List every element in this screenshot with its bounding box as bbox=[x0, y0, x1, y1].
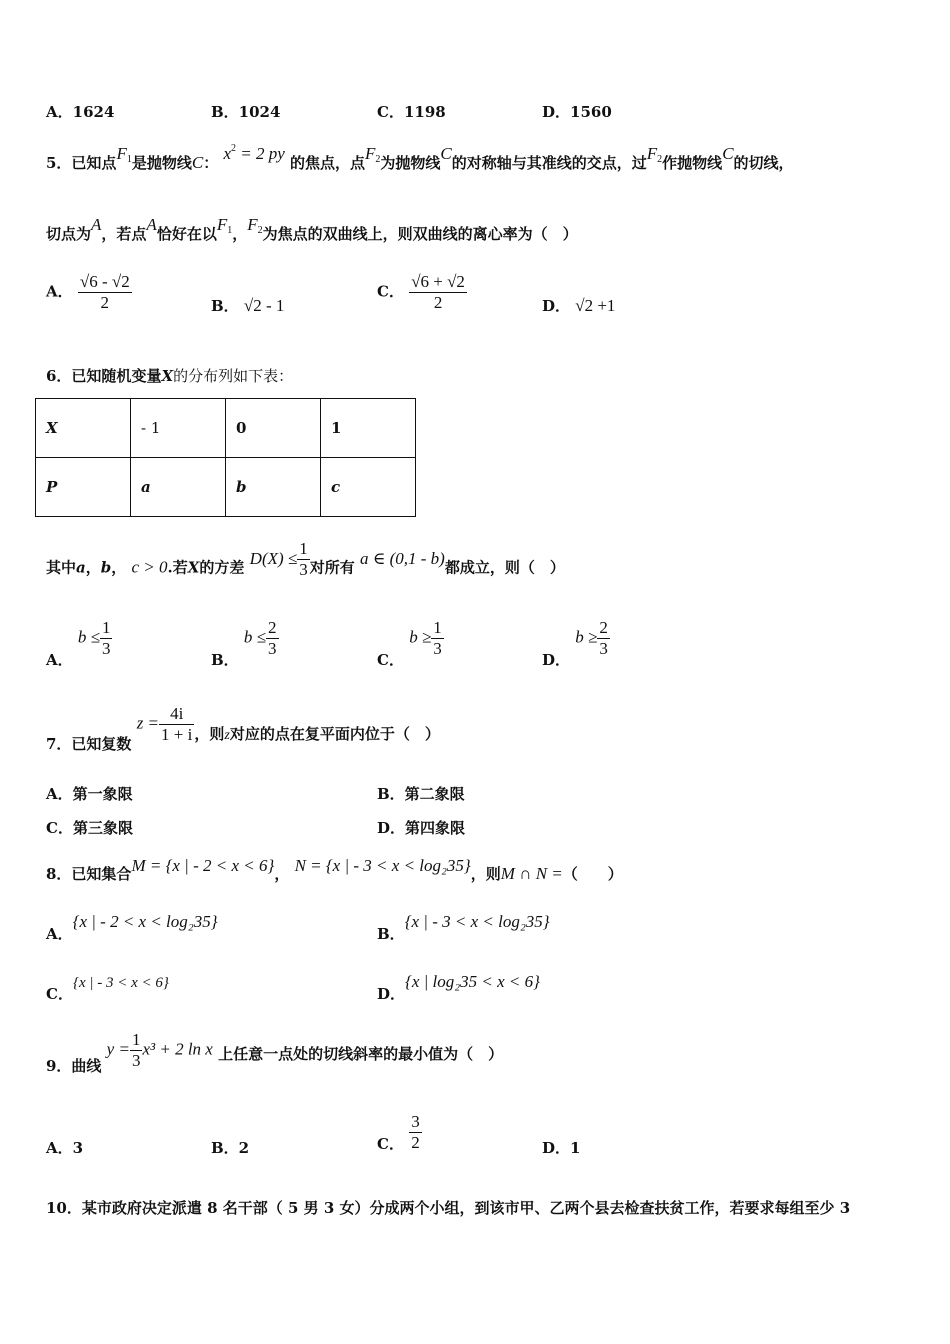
math-a: a bbox=[76, 558, 86, 577]
q10-stem: 10．某市政府决定派遣 8 名干部（ 5 男 3 女）分成两个小组，到该市甲、乙两个县去检查扶贫工作，若要求每组至少 3 bbox=[46, 1199, 851, 1217]
q5-option-d[interactable] bbox=[542, 296, 615, 316]
frac-den: 1 + i bbox=[161, 725, 193, 744]
option-math: b ≤ bbox=[243, 627, 267, 647]
math-c: C bbox=[722, 144, 734, 163]
frac-den: 2 bbox=[100, 293, 110, 312]
q5-text: 为焦点的双曲线上，则双曲线的离心率为（ ） bbox=[262, 225, 578, 243]
math-b: b bbox=[100, 558, 112, 577]
option-math: {x | - 3 < x < log₂35} bbox=[404, 912, 550, 931]
frac-num: 2 bbox=[268, 618, 277, 637]
q6-text: 6．已知随机变量 bbox=[46, 367, 162, 385]
q5-text: 恰好在以 bbox=[156, 225, 217, 243]
q8-text: ，则 bbox=[470, 865, 501, 883]
table-cell: P bbox=[36, 458, 131, 517]
option-label: C． bbox=[46, 985, 73, 1003]
z-fraction bbox=[159, 704, 194, 745]
option-math: b ≤ bbox=[77, 627, 100, 647]
option-label: A． bbox=[46, 282, 73, 301]
q4-option-b[interactable]: B．1024 bbox=[211, 103, 281, 121]
q6-condition bbox=[46, 539, 565, 589]
math-f2: $F_2$ bbox=[365, 144, 381, 165]
frac-num: 2 bbox=[599, 618, 608, 637]
table-cell: b bbox=[226, 458, 321, 517]
math-f2: $F_2$ bbox=[247, 215, 263, 236]
math-f1: $F_1$ bbox=[116, 144, 132, 165]
math-parabola: $x^2 = 2$ py bbox=[223, 143, 285, 163]
option-label: B． bbox=[211, 297, 239, 315]
q8-option-c[interactable] bbox=[46, 972, 169, 1003]
table-cell: 0 bbox=[226, 399, 321, 458]
q4-option-d[interactable]: D．1560 bbox=[542, 103, 612, 121]
q5-stem-line2 bbox=[46, 215, 578, 250]
option-label: B． bbox=[377, 925, 405, 943]
q7-option-c[interactable]: C．第三象限 bbox=[46, 819, 133, 837]
math-f2: $F_2$ bbox=[646, 144, 663, 165]
q5-text: 的切线， bbox=[733, 154, 794, 172]
q7-text: ，则 bbox=[194, 724, 225, 743]
curve-fraction bbox=[130, 1030, 143, 1071]
frac-num: 1 bbox=[433, 618, 442, 637]
math-x: X bbox=[161, 367, 174, 385]
q6-option-c[interactable] bbox=[377, 618, 444, 669]
option-label: C． bbox=[377, 1134, 404, 1153]
option-label: D． bbox=[377, 985, 406, 1003]
q8-text: 8．已知集合 bbox=[46, 865, 132, 883]
q7-option-b[interactable]: B．第二象限 bbox=[377, 785, 465, 803]
q4-option-c[interactable]: C．1198 bbox=[377, 103, 446, 121]
q9-option-c[interactable] bbox=[377, 1112, 422, 1153]
math-variance: D(X) ≤ bbox=[249, 548, 298, 568]
q7-text: 对应的点在复平面内位于（ ） bbox=[229, 724, 440, 743]
q9-option-d[interactable]: D．1 bbox=[542, 1139, 581, 1157]
option-fraction bbox=[409, 272, 467, 313]
q5-option-a[interactable] bbox=[46, 272, 132, 313]
option-fraction bbox=[431, 618, 444, 659]
q6-text: 都成立，则（ ） bbox=[444, 558, 565, 577]
q5-text: 切点为 bbox=[46, 225, 92, 243]
math-z: z bbox=[224, 727, 230, 743]
option-label: B． bbox=[211, 650, 239, 669]
table-cell: c bbox=[321, 458, 416, 517]
q5-text: 的对称轴与其准线的交点，过 bbox=[451, 154, 647, 172]
q6-option-a[interactable] bbox=[46, 618, 112, 669]
q5-text: 是抛物线 bbox=[131, 154, 192, 172]
option-math: √2 +1 bbox=[575, 296, 616, 315]
q5-text: 作抛物线 bbox=[662, 154, 723, 172]
math-y: y = bbox=[106, 1039, 130, 1059]
q9-option-b[interactable]: B．2 bbox=[211, 1139, 250, 1157]
option-math: b ≥ bbox=[409, 627, 432, 647]
q6-text: .若 bbox=[167, 558, 188, 577]
table-cell: - 1 bbox=[131, 399, 226, 458]
q9-option-a[interactable]: A．3 bbox=[46, 1139, 84, 1157]
math-intersection: M ∩ N = bbox=[500, 864, 563, 883]
option-label: D． bbox=[542, 297, 571, 315]
q5-option-b[interactable] bbox=[211, 296, 284, 316]
q8-option-b[interactable] bbox=[377, 912, 550, 943]
math-c: C bbox=[191, 153, 204, 172]
option-label: A． bbox=[46, 650, 73, 669]
q5-text: ， bbox=[232, 225, 248, 243]
option-math: √2 - 1 bbox=[243, 296, 285, 315]
table-cell: 1 bbox=[321, 399, 416, 458]
q5-text: 为抛物线 bbox=[380, 154, 441, 172]
q9-stem bbox=[46, 1030, 504, 1075]
math-f1: $F_1$ bbox=[216, 215, 233, 236]
q5-text: 的焦点，点 bbox=[290, 154, 366, 172]
q6-option-b[interactable] bbox=[211, 618, 279, 669]
frac-den: 2 bbox=[433, 293, 443, 312]
frac-num: √6 - √2 bbox=[79, 272, 130, 291]
math-x: X bbox=[187, 558, 200, 577]
frac-num: 3 bbox=[411, 1112, 420, 1131]
option-fraction bbox=[100, 618, 113, 659]
q6-stem bbox=[46, 366, 293, 386]
frac-den: 2 bbox=[411, 1133, 420, 1152]
option-label: C． bbox=[377, 650, 404, 669]
option-math: b ≥ bbox=[575, 627, 598, 647]
q7-stem bbox=[46, 704, 440, 753]
q6-text: 的分布列如下表： bbox=[173, 367, 294, 385]
table-row bbox=[36, 399, 416, 458]
option-math: {x | - 3 < x < 6} bbox=[72, 975, 169, 991]
math-c-positive: c > 0 bbox=[131, 557, 168, 577]
q8-stem bbox=[46, 856, 623, 883]
frac-num: 1 bbox=[131, 1030, 141, 1049]
variance-fraction bbox=[297, 539, 310, 580]
q5-option-c[interactable] bbox=[377, 272, 467, 313]
math-a: A bbox=[146, 215, 157, 234]
table-cell: a bbox=[131, 458, 226, 517]
option-fraction bbox=[409, 1112, 422, 1153]
frac-den: 3 bbox=[299, 560, 308, 579]
q5-text: ，若点 bbox=[101, 225, 147, 243]
option-math: {x | - 2 < x < log₂35} bbox=[72, 912, 218, 931]
frac-den: 3 bbox=[131, 1051, 141, 1070]
q9-text: 9．曲线 bbox=[46, 1056, 102, 1075]
frac-den: 3 bbox=[433, 639, 442, 658]
option-fraction bbox=[266, 618, 279, 659]
option-fraction bbox=[78, 272, 132, 313]
option-label: A． bbox=[46, 925, 73, 943]
q7-option-d[interactable]: D．第四象限 bbox=[377, 819, 466, 837]
frac-num: 4i bbox=[159, 704, 194, 725]
q4-option-a[interactable]: A．1624 bbox=[46, 103, 115, 121]
q6-text: 对所有 bbox=[309, 558, 355, 577]
option-label: D． bbox=[542, 650, 571, 669]
math-z: z = bbox=[136, 713, 160, 733]
q6-option-d[interactable] bbox=[542, 618, 610, 669]
q8-text: ， bbox=[274, 865, 290, 883]
option-label: C． bbox=[377, 282, 404, 301]
option-math: {x | log₂35 < x < 6} bbox=[405, 972, 540, 991]
q6-text: ， bbox=[85, 558, 101, 577]
q7-option-a[interactable]: A．第一象限 bbox=[46, 785, 133, 803]
q5-stem-line1 bbox=[46, 143, 794, 179]
q5-text: ： bbox=[203, 154, 219, 172]
math-c: C bbox=[440, 144, 452, 163]
q6-text: 的方差 bbox=[199, 558, 245, 577]
q9-text: 上任意一点处的切线斜率的最小值为（ ） bbox=[218, 1044, 504, 1063]
table-row bbox=[36, 458, 416, 517]
math-set-m: M = {x | - 2 < x < 6} bbox=[131, 856, 275, 875]
q6-text: ， bbox=[111, 558, 127, 577]
q8-text: （ ） bbox=[562, 865, 623, 883]
frac-den: 3 bbox=[101, 639, 111, 658]
distribution-table bbox=[35, 398, 416, 517]
q8-option-a[interactable] bbox=[46, 912, 218, 943]
math-a: A bbox=[91, 215, 102, 234]
option-fraction bbox=[597, 618, 610, 659]
math-interval: a ∈ (0,1 - b) bbox=[360, 548, 445, 568]
q7-text: 7．已知复数 bbox=[46, 734, 132, 753]
table-cell: X bbox=[36, 399, 131, 458]
math-curve: x³ + 2 ln x bbox=[142, 1039, 213, 1059]
math-set-n: N = {x | - 3 < x < log₂35} bbox=[294, 856, 471, 875]
q5-text: 5．已知点 bbox=[46, 154, 117, 172]
frac-num: 1 bbox=[101, 618, 111, 637]
frac-num: √6 + √2 bbox=[411, 272, 465, 291]
frac-den: 3 bbox=[268, 639, 277, 658]
frac-den: 3 bbox=[599, 639, 608, 658]
q6-text: 其中 bbox=[46, 558, 77, 577]
frac-num: 1 bbox=[299, 539, 308, 558]
q8-option-d[interactable] bbox=[377, 972, 540, 1003]
